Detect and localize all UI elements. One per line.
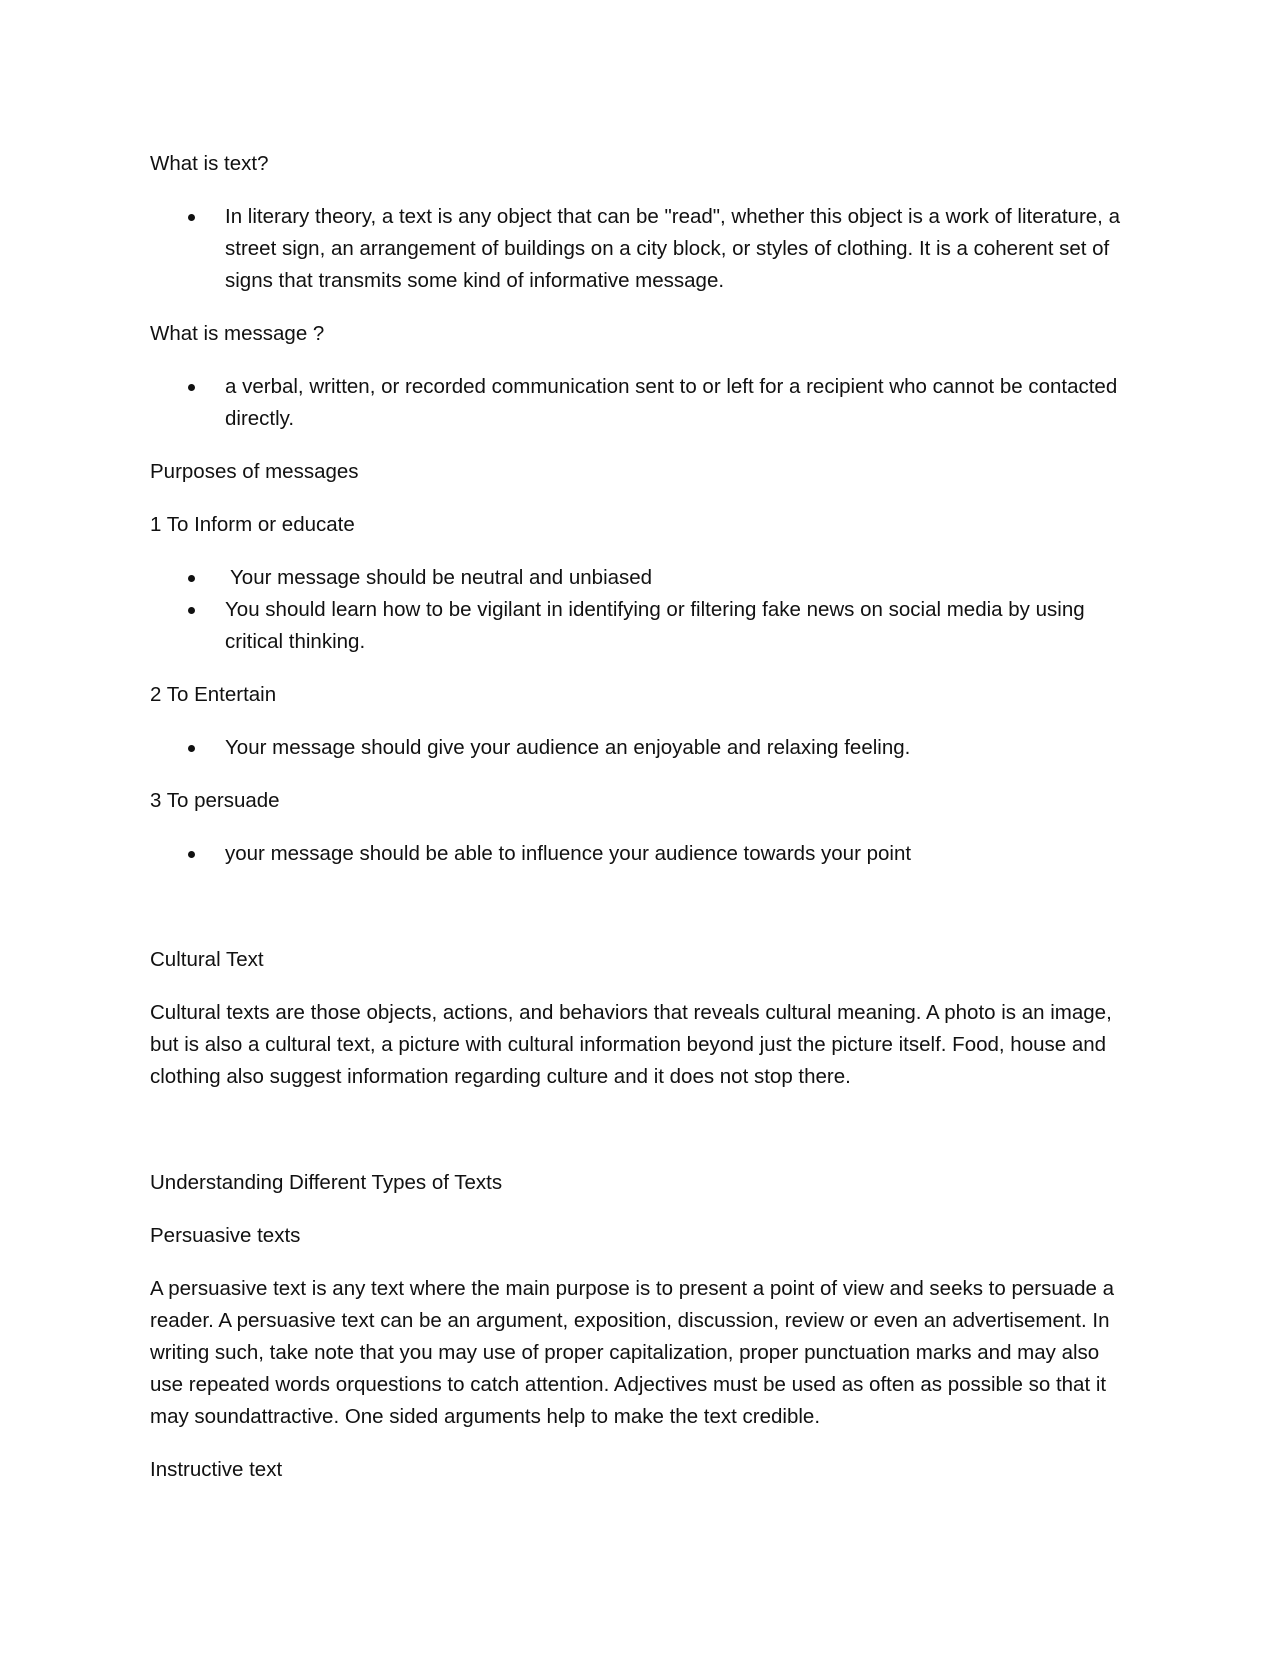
- heading-persuade: 3 To persuade: [150, 789, 280, 812]
- bullet-text: In literary theory, a text is any object that can be "read", whether this object is a work of literature, a street sign, an arrangement of buildings on a city block, or styles of clothing. It is a coherent set of signs that transmits some kind of informative message.: [225, 205, 1120, 292]
- list-item: [150, 201, 1130, 297]
- bullet-text: your message should be able to influence your audience towards your point: [225, 842, 912, 865]
- document-page: [150, 148, 1130, 1507]
- list-item: [150, 594, 1130, 658]
- paragraph-cultural-text: Cultural texts are those objects, actions, and behaviors that reveals cultural meaning. A photo is an image, but is also a cultural text, a picture with cultural information beyond just the picture itself. Food, house and clothing also suggest information regarding culture and it does not stop there.: [150, 1001, 1112, 1088]
- bullet-text: Your message should give your audience an enjoyable and relaxing feeling.: [225, 736, 911, 759]
- bullet-list-inform: [150, 562, 1130, 658]
- heading-cultural-text: Cultural Text: [150, 948, 264, 971]
- bullet-list-entertain: [150, 732, 1130, 764]
- list-item: [150, 371, 1130, 435]
- bullet-text: a verbal, written, or recorded communication sent to or left for a recipient who cannot be contacted directly.: [225, 375, 1118, 430]
- heading-purposes: Purposes of messages: [150, 460, 359, 483]
- bullet-list-message-definition: [150, 371, 1130, 435]
- bullet-icon: [188, 214, 195, 221]
- bullet-text: You should learn how to be vigilant in identifying or filtering fake news on social media by using critical thinking.: [225, 598, 1085, 653]
- list-item: [150, 732, 1130, 764]
- heading-what-is-text: What is text?: [150, 152, 269, 175]
- bullet-list-persuade: [150, 838, 1130, 870]
- list-item: [150, 838, 1130, 870]
- heading-inform: 1 To Inform or educate: [150, 513, 355, 536]
- heading-types-of-texts: Understanding Different Types of Texts: [150, 1171, 503, 1194]
- heading-instructive-text: Instructive text: [150, 1458, 283, 1481]
- bullet-text: Your message should be neutral and unbiased: [230, 566, 653, 589]
- heading-entertain: 2 To Entertain: [150, 683, 277, 706]
- bullet-icon: [188, 575, 195, 582]
- bullet-icon: [188, 607, 195, 614]
- list-item: [150, 562, 1130, 594]
- bullet-icon: [188, 851, 195, 858]
- heading-what-is-message: What is message ?: [150, 322, 325, 345]
- bullet-icon: [188, 384, 195, 391]
- heading-persuasive-texts: Persuasive texts: [150, 1224, 301, 1247]
- bullet-list-text-definition: [150, 201, 1130, 297]
- paragraph-persuasive-texts: A persuasive text is any text where the main purpose is to present a point of view and seeks to persuade a reader. A persuasive text can be an argument, exposition, discussion, review or even an advertisement. In writing such, take note that you may use of proper capitalization, proper punctuation marks and may also use repeated words orquestions to catch attention. Adjectives must be used as often as possible so that it may soundattractive. One sided arguments help to make the text credible.: [150, 1277, 1115, 1428]
- bullet-icon: [188, 745, 195, 752]
